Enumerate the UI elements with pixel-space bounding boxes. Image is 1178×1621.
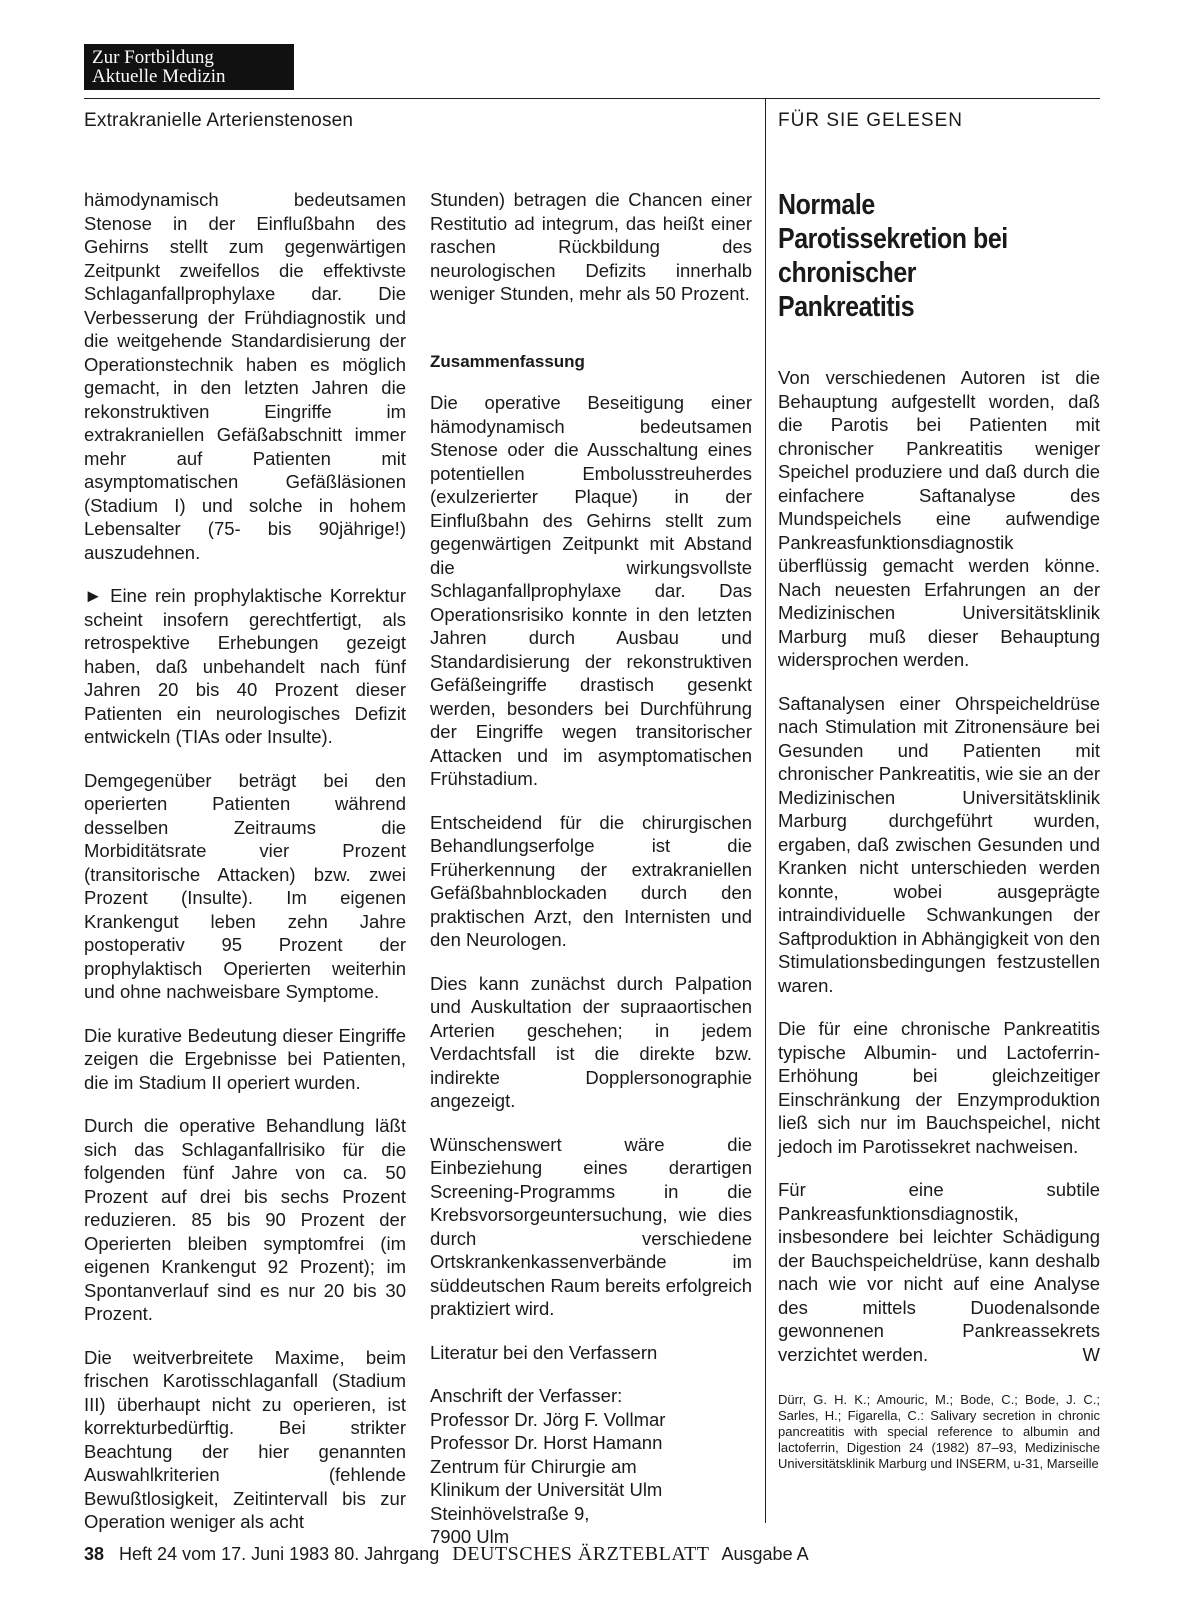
- journal-name: DEUTSCHES ÄRZTEBLATT: [452, 1543, 710, 1565]
- column-2: [430, 188, 752, 1569]
- column-3: [778, 188, 1100, 1492]
- paragraph: Die kurative Bedeutung dieser Eingriffe zeigen die Ergebnisse bei Patienten, die im Stadium II operiert wurden.: [84, 1024, 406, 1093]
- address-line: Klinikum der Universität Ulm: [430, 1479, 663, 1500]
- paragraph: hämodynamisch bedeutsamen Stenose in der Einflußbahn des Gehirns stellt zum gegenwärtigen Zeitpunkt zweifellos die effektivste Schlaganfallprophylaxe dar. Die Verbesserung der Frühdiagnostik und die weitgehende Standardisierung der Operationstechnik haben es möglich gemacht, in den letzten Jahren die rekonstruktiven Eingriffe im extrakraniellen Gefäßabschnitt immer mehr auf Patienten mit asymptomatischen Gefäßläsionen (Stadium I) und solche in hohem Lebensalter (75- bis 90jährige!) auszudehnen.: [84, 189, 406, 563]
- page-footer: [84, 1543, 809, 1566]
- header-rule: [84, 98, 1100, 99]
- page-number: 38: [84, 1544, 105, 1564]
- address-line: 7900 Ulm: [430, 1526, 510, 1547]
- paragraph: Die weitverbreitete Maxime, beim frischen Karotisschlaganfall (Stadium III) überhaupt nicht zu operieren, ist korrekturbedürftig. Bei strikter Beachtung der hier genannten Auswahlkriterien (fehlende Bewußtlosigkeit, Zeitintervall bis zur Operation weniger als acht: [84, 1346, 406, 1532]
- literature-note: Literatur bei den Verfassern: [430, 1341, 658, 1363]
- paragraph: Demgegenüber beträgt bei den operierten Patienten während desselben Zeitraums die Morbiditätsrate vier Prozent (transitorische Attacken) bzw. zwei Prozent (Insulte). Im eigenen Krankengut leben zehn Jahre postoperativ 95 Prozent der prophylaktisch Operierten weiterhin und ohne nachweisbare Symptome.: [84, 769, 406, 1002]
- paragraph: Entscheidend für die chirurgischen Behandlungserfolge ist die Früherkennung der extrakraniellen Gefäßbahnblockaden durch den praktischen Arzt, den Internisten und den Neurologen.: [430, 811, 752, 950]
- section-label: FÜR SIE GELESEN: [778, 110, 963, 131]
- paragraph: Durch die operative Behandlung läßt sich das Schlaganfallrisiko für die folgenden fünf Jahre von ca. 50 Prozent auf drei bis sechs Prozent reduzieren. 85 bis 90 Prozent der Operierten bleiben symptomfrei (im eigenen Krankengut 92 Prozent); im Spontanverlauf sind es nur 20 bis 30 Prozent.: [84, 1115, 406, 1324]
- section-badge: [84, 44, 294, 90]
- paragraph: Wünschenswert wäre die Einbeziehung eines derartigen Screening-Programms in die Krebsvorsorgeuntersuchung, wie dies durch verschiedene Ortskrankenkassenverbände im süddeutschen Raum bereits erfolgreich praktiziert wird.: [430, 1133, 752, 1319]
- badge-line-2: Aktuelle Medizin: [92, 66, 226, 87]
- paragraph: Die operative Beseitigung einer hämodynamisch bedeutsamen Stenose oder die Ausschaltung eines potentiellen Embolusstreuherdes (exulzerierter Plaque) in der Einflußbahn des Gehirns stellt zum gegenwärtigen Zeitpunkt mit Abstand die wirkungsvollste Schlaganfallprophylaxe dar. Das Operationsrisiko konnte in den letzten Jahren durch Ausbau und Standardisierung der rekonstruktiven Gefäßeingriffe drastisch gesenkt werden, besonders bei Durchführung der Eingriffe wegen transitorischer Attacken und im asymptomatischen Frühstadium.: [430, 392, 752, 789]
- address-line: Professor Dr. Horst Hamann: [430, 1432, 663, 1453]
- column-divider: [765, 98, 766, 1523]
- paragraph: Dies kann zunächst durch Palpation und Auskultation der supraaortischen Arterien geschehen; in jedem Verdachtsfall ist die direkte bzw. indirekte Dopplersonographie angezeigt.: [430, 972, 752, 1111]
- summary-heading: Zusammenfassung: [430, 351, 585, 371]
- badge-line-1: Zur Fortbildung: [92, 47, 214, 68]
- paragraph: [778, 1178, 1100, 1366]
- running-title: Extrakranielle Arterienstenosen: [84, 110, 354, 131]
- address-line: Zentrum für Chirurgie am: [430, 1455, 637, 1477]
- column-1: [84, 188, 406, 1554]
- edition-label: Ausgabe A: [721, 1544, 809, 1564]
- issue-info: Heft 24 vom 17. Juni 1983 80. Jahrgang: [119, 1544, 440, 1564]
- author-address: [430, 1384, 752, 1549]
- paragraph: Saftanalysen einer Ohrspeicheldrüse nach Stimulation mit Zitronensäure bei Gesunden und Patienten mit chronischer Pankreatitis, wie sie an der Medizinischen Universitätsklinik Marburg durchgeführt wurden, ergaben, daß zwischen Gesunden und Kranken nicht unterschieden werden konnte, wobei ausgeprägte intraindividuelle Schwankungen der Saftproduktion in Abhängigkeit von den Stimulationsbedingungen festzustellen waren.: [778, 692, 1100, 996]
- author-signature: W: [1082, 1343, 1100, 1365]
- reference-citation: Dürr, G. H. K.; Amouric, M.; Bode, C.; Bode, J. C.; Sarles, H.; Figarella, C.: Salivary secretion in chronic pancreatitis with special reference to albumin and lactoferrin, Digestion 24 (1982) 87–93, Medizinische Universitätsklinik Marburg und INSERM, u-31, Marseille: [778, 1392, 1100, 1471]
- paragraph-text: Für eine subtile Pankreasfunktionsdiagnostik, insbesondere bei leichter Schädigung der Bauchspeicheldrüse, kann deshalb nach wie vor nicht auf eine Analyse des mittels Duodenalsonde gewonnenen Pankreassekrets verzichtet werden.: [778, 1179, 1100, 1365]
- address-line: Steinhövelstraße 9,: [430, 1502, 590, 1524]
- paragraph: Stunden) betragen die Chancen einer Restitutio ad integrum, das heißt einer raschen Rückbildung des neurologischen Defizits innerhalb weniger Stunden, mehr als 50 Prozent.: [430, 189, 752, 304]
- address-line: Professor Dr. Jörg F. Vollmar: [430, 1408, 666, 1430]
- paragraph: ► Eine rein prophylaktische Korrektur scheint insofern gerechtfertigt, als retrospektive Erhebungen gezeigt haben, daß unbehandelt nach fünf Jahren 20 bis 40 Prozent dieser Patienten ein neurologisches Defizit entwickeln (TIAs oder Insulte).: [84, 585, 406, 747]
- paragraph: Von verschiedenen Autoren ist die Behauptung aufgestellt worden, daß die Parotis bei Patienten mit chronischer Pankreatitis weniger Speichel produziere und daß durch die einfachere Saftanalyse des Mundspeichels eine aufwendige Pankreasfunktionsdiagnostik überflüssig gemacht werden könne. Nach neuesten Erfahrungen an der Medizinischen Universitätsklinik Marburg muß dieser Behauptung widersprochen werden.: [778, 367, 1100, 670]
- paragraph: Die für eine chronische Pankreatitis typische Albumin- und Lactoferrin-Erhöhung bei gleichzeitiger Einschränkung der Enzymproduktion ließ sich nur im Bauchspeichel, nicht jedoch im Parotissekret nachweisen.: [778, 1018, 1100, 1157]
- article-title: Normale Parotissekretion bei chronischer Pankreatitis: [778, 189, 1008, 323]
- address-line: Anschrift der Verfasser:: [430, 1385, 623, 1406]
